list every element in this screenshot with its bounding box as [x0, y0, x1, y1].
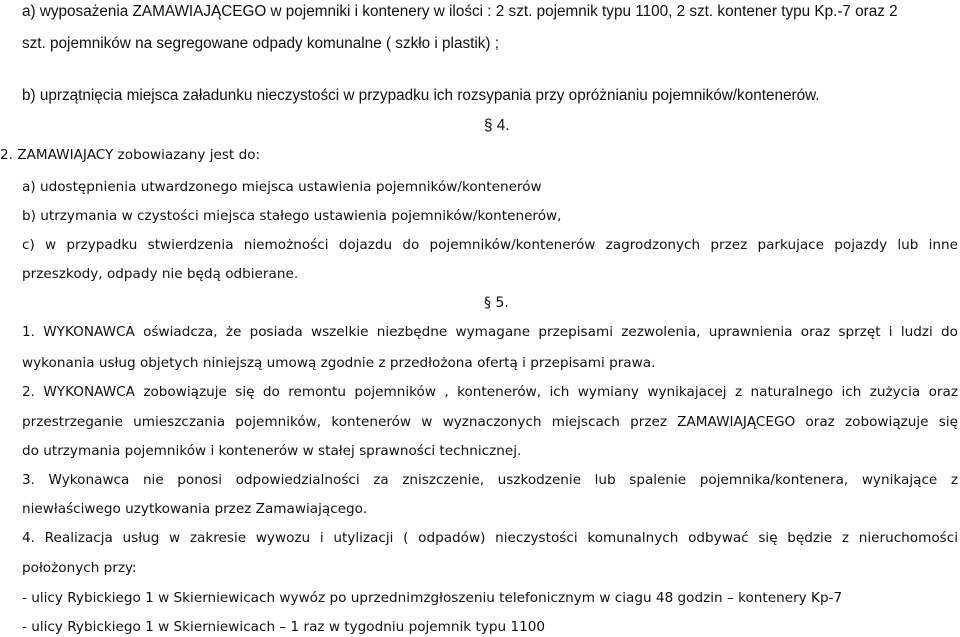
paragraph-line: - ulicy Rybickiego 1 w Skierniewicach – 1 raz w tygodniu pojemnik typu 1100 [22, 619, 546, 635]
paragraph-line: 4. Realizacja usług w zakresie wywozu i utylizacji ( odpadów) nieczystości komunalnych odbywać się będzie z nieruchomości [22, 530, 958, 546]
paragraph-line: szt. pojemników na segregowane odpady komunalne ( szkło i plastik) ; [22, 35, 499, 52]
paragraph-line: c) w przypadku stwierdzenia niemożności dojazdu do pojemników/kontenerów zagrodzonych przez parkujace pojazdy lub inne [22, 237, 958, 253]
paragraph-line: 2. WYKONAWCA zobowiązuje się do remontu pojemników , kontenerów, ich wymiany wynikajacej z naturalnego ich zużycia oraz [22, 384, 958, 400]
paragraph-line: b) uprzątnięcia miejsca załadunku nieczystości w przypadku ich rozsypania przy opróżnianiu pojemników/kontenerów. [22, 87, 820, 104]
paragraph-line: b) utrzymania w czystości miejsca stałego ustawienia pojemników/kontenerów, [22, 208, 562, 224]
paragraph-line: do utrzymania pojemników i kontenerów w stałej sprawności technicznej. [22, 443, 522, 459]
paragraph-line: 2. ZAMAWIAJACY zobowiazany jest do: [0, 147, 261, 163]
section-heading-5: § 5. [484, 295, 509, 311]
paragraph-line: położonych przy: [22, 560, 137, 576]
paragraph-line: wykonania usług objetych niniejszą umową zgodnie z przedłożona ofertą i przepisami prawa. [22, 355, 656, 371]
paragraph-line: a) wyposażenia ZAMAWIAJĄCEGO w pojemniki i kontenery w ilości : 2 szt. pojemnik typu 1100, 2 szt. kontener typu Kp.-7 oraz 2 [22, 3, 898, 20]
paragraph-line: a) udostępnienia utwardzonego miejsca ustawienia pojemników/kontenerów [22, 179, 542, 195]
paragraph-line: 3. Wykonawca nie ponosi odpowiedzialności za zniszczenie, uszkodzenie lub spalenie pojemnika/kontenera, wynikające z [22, 472, 958, 488]
section-heading-4: § 4. [484, 117, 510, 134]
paragraph-line: przeszkody, odpady nie będą odbierane. [22, 266, 299, 282]
paragraph-line: 1. WYKONAWCA oświadcza, że posiada wszelkie niezbędne wymagane przepisami zezwolenia, uprawnienia oraz sprzęt i ludzi do [22, 324, 958, 340]
paragraph-line: przestrzeganie umieszczania pojemników, kontenerów w wyznaczonych miejscach przez ZAMAWIAJĄCEGO oraz zobowiązuje się [22, 414, 958, 430]
paragraph-line: niewłaściwego uzytkowania przez Zamawiającego. [22, 501, 368, 517]
paragraph-line: - ulicy Rybickiego 1 w Skierniewicach wywóz po uprzednimzgłoszeniu telefonicznym w ciagu 48 godzin – kontenery Kp-7 [22, 590, 843, 606]
